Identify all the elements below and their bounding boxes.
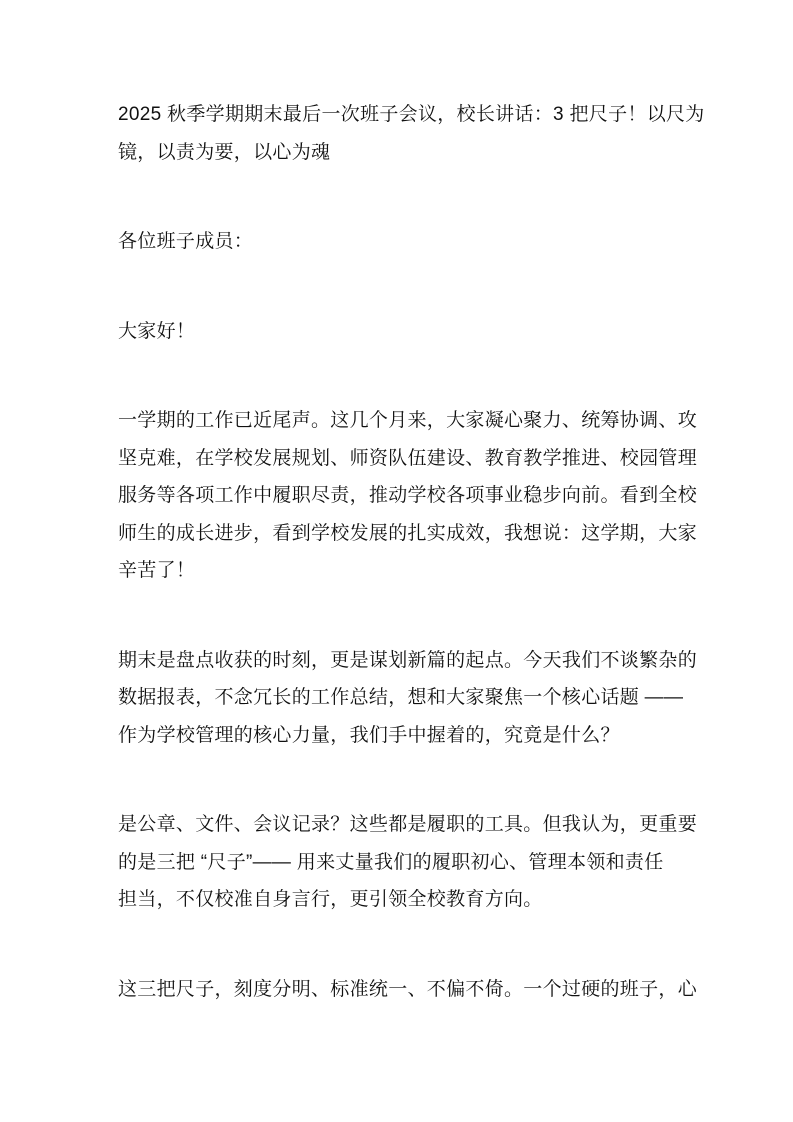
title-line: 镜，以责为要，以心为魂 bbox=[118, 141, 331, 163]
salutation bbox=[118, 223, 678, 261]
text-line: 期末是盘点收获的时刻，更是谋划新篇的起点。今天我们不谈繁杂的 bbox=[118, 649, 698, 671]
greeting bbox=[118, 313, 678, 351]
greeting-line: 大家好！ bbox=[118, 320, 196, 342]
text-line: 服务等各项工作中履职尽责，推动学校各项事业稳步向前。看到全校 bbox=[118, 485, 698, 506]
title-line: 2025 秋季学期期末最后一次班子会议，校长讲话：3 把尺子！以尺为 bbox=[118, 104, 705, 125]
text-line: 师生的成长进步，看到学校发展的扎实成效，我想说：这学期，大家 bbox=[118, 522, 698, 544]
document-page bbox=[118, 96, 705, 1060]
text-line: 担当，不仅校准自身言行，更引领全校教育方向。 bbox=[118, 889, 543, 910]
text-line: 作为学校管理的核心力量，我们手中握着的，究竟是什么？ bbox=[118, 724, 620, 746]
paragraph-1 bbox=[118, 402, 698, 590]
text-line: 的是三把 “尺子”—— 用来丈量我们的履职初心、管理本领和责任 bbox=[118, 851, 664, 873]
text-line: 坚克难，在学校发展规划、师资队伍建设、教育教学推进、校园管理 bbox=[118, 447, 698, 469]
paragraph-2 bbox=[118, 642, 698, 755]
paragraph-4 bbox=[118, 971, 698, 1009]
text-line: 这三把尺子，刻度分明、标准统一、不偏不倚。一个过硬的班子，心 bbox=[118, 978, 698, 1000]
text-line: 一学期的工作已近尾声。这几个月来，大家凝心聚力、统筹协调、攻 bbox=[118, 410, 698, 431]
text-line: 是公章、文件、会议记录？这些都是履职的工具。但我认为，更重要 bbox=[118, 814, 698, 835]
paragraph-3 bbox=[118, 806, 698, 919]
text-line: 辛苦了！ bbox=[118, 560, 196, 581]
salutation-line: 各位班子成员： bbox=[118, 231, 254, 252]
text-line: 数据报表，不念冗长的工作总结，想和大家聚焦一个核心话题 —— bbox=[118, 687, 684, 708]
document-title bbox=[118, 96, 705, 171]
